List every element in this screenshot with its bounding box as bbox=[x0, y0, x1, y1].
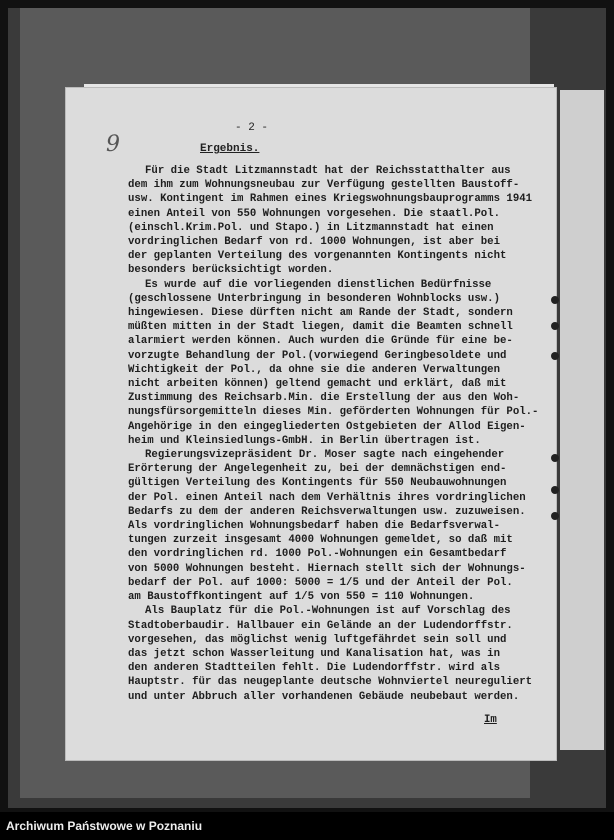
text-line: gültigen Verteilung des Kontingents für 550 Neubauwohnungen bbox=[128, 477, 507, 490]
text-line: und unter Abbruch aller vorhandenen Gebäude neubebaut werden. bbox=[128, 690, 520, 703]
text-line: am Baustoffkontingent auf 1/5 von 550 = 110 Wohnungen. bbox=[128, 591, 475, 604]
text-line: Als Bauplatz für die Pol.-Wohnungen ist auf Vorschlag des bbox=[145, 605, 511, 618]
text-line: Als vordringlichen Wohnungsbedarf haben die Bedarfsverwal- bbox=[128, 520, 500, 533]
text-line: heim und Kleinsiedlungs-GmbH. in Berlin übertragen ist. bbox=[128, 434, 481, 447]
text-line: den vordringlichen rd. 1000 Pol.-Wohnungen ein Gesamtbedarf bbox=[128, 548, 507, 561]
text-line: usw. Kontingent im Rahmen eines Kriegswohnungsbauprogramms 1941 bbox=[128, 193, 533, 206]
punch-hole bbox=[551, 512, 559, 520]
binder-strip bbox=[560, 90, 604, 750]
text-line: alarmiert werden können. Auch wurden die Gründe für eine be- bbox=[128, 335, 513, 348]
text-line: der geplanten Verteilung des vorgenannten Kontingents nicht bbox=[128, 250, 507, 263]
document-body bbox=[128, 164, 538, 704]
text-line: (geschlossene Unterbringung in besonderen Wohnblocks usw.) bbox=[128, 292, 500, 305]
text-line: der Pol. einen Anteil nach dem Verhältnis ihres vordringlichen bbox=[128, 491, 526, 504]
text-line: das jetzt schon Wasserleitung und Kanalisation hat, was in bbox=[128, 647, 500, 660]
punch-hole bbox=[551, 322, 559, 330]
text-line: Wichtigkeit der Pol., da ohne sie die anderen Verwaltungen bbox=[128, 363, 500, 376]
punch-hole bbox=[551, 454, 559, 462]
text-line: Es wurde auf die vorliegenden dienstlichen Bedürfnisse bbox=[145, 278, 492, 291]
text-line: den anderen Stadtteilen fehlt. Die Ludendorffstr. wird als bbox=[128, 662, 500, 675]
punch-hole bbox=[551, 296, 559, 304]
text-line: Für die Stadt Litzmannstadt hat der Reichsstatthalter aus bbox=[145, 165, 511, 177]
text-line: Regierungsvizepräsident Dr. Moser sagte nach eingehender bbox=[145, 449, 505, 462]
text-line: Stadtoberbaudir. Hallbauer ein Gelände an der Ludendorffstr. bbox=[128, 619, 513, 632]
handwritten-number: 9 bbox=[106, 132, 120, 157]
heading: Ergebnis. bbox=[200, 143, 260, 155]
archive-name: Archiwum Państwowe w Poznaniu bbox=[6, 819, 203, 833]
page-number: - 2 - bbox=[235, 122, 269, 134]
text-line: nicht arbeiten können) geltend gemacht und erklärt, daß mit bbox=[128, 378, 507, 391]
text-line: einen Anteil von 550 Wohnungen vorgesehen. Die staatl.Pol. bbox=[128, 207, 500, 220]
text-line: Hauptstr. für das neugeplante deutsche Wohnviertel neureguliert bbox=[128, 676, 533, 689]
text-line: bedarf der Pol. auf 1000: 5000 = 1/5 und der Anteil der Pol. bbox=[128, 576, 513, 589]
footer-bar bbox=[0, 812, 614, 840]
text-line: vorgesehen, das möglichst wenig luftgefährdet sein soll und bbox=[128, 633, 507, 646]
text-line: müßten mitten in der Stadt liegen, damit die Beamten schnell bbox=[128, 321, 513, 334]
text-line: nungsfürsorgemitteln dieses Min. geförderten Wohnungen für Pol.- bbox=[128, 406, 539, 419]
continuation-word: Im bbox=[484, 714, 497, 726]
text-line: hingewiesen. Diese dürften nicht am Rande der Stadt, sondern bbox=[128, 307, 513, 320]
text-line: von 5000 Wohnungen besteht. Hiernach stellt sich der Wohnungs- bbox=[128, 562, 526, 575]
text-line: tungen zurzeit insgesamt 4000 Wohnungen gemeldet, so daß mit bbox=[128, 534, 513, 547]
text-line: vordringlichen Bedarf von rd. 1000 Wohnungen, ist aber bei bbox=[128, 236, 500, 249]
text-line: Bedarfs zu dem der anderen Reichsverwaltungen usw. zuzuweisen. bbox=[128, 505, 526, 518]
text-line: dem ihm zum Wohnungsneubau zur Verfügung gestellten Baustoff- bbox=[128, 179, 520, 192]
text-line: (einschl.Krim.Pol. und Stapo.) in Litzmannstadt hat einen bbox=[128, 221, 494, 234]
punch-hole bbox=[551, 352, 559, 360]
text-line: Erörterung der Angelegenheit zu, bei der demnächstigen end- bbox=[128, 463, 507, 476]
text-line: vorzugte Behandlung der Pol.(vorwiegend Geringbesoldete und bbox=[128, 349, 507, 362]
punch-hole bbox=[551, 486, 559, 494]
text-line: besonders berücksichtigt worden. bbox=[128, 264, 334, 277]
text-line: Zustimmung des Reichsarb.Min. die Erstellung der aus den Woh- bbox=[128, 392, 520, 405]
text-line: Angehörige in den eingegliederten Ostgebieten der Allod Eigen- bbox=[128, 420, 526, 433]
